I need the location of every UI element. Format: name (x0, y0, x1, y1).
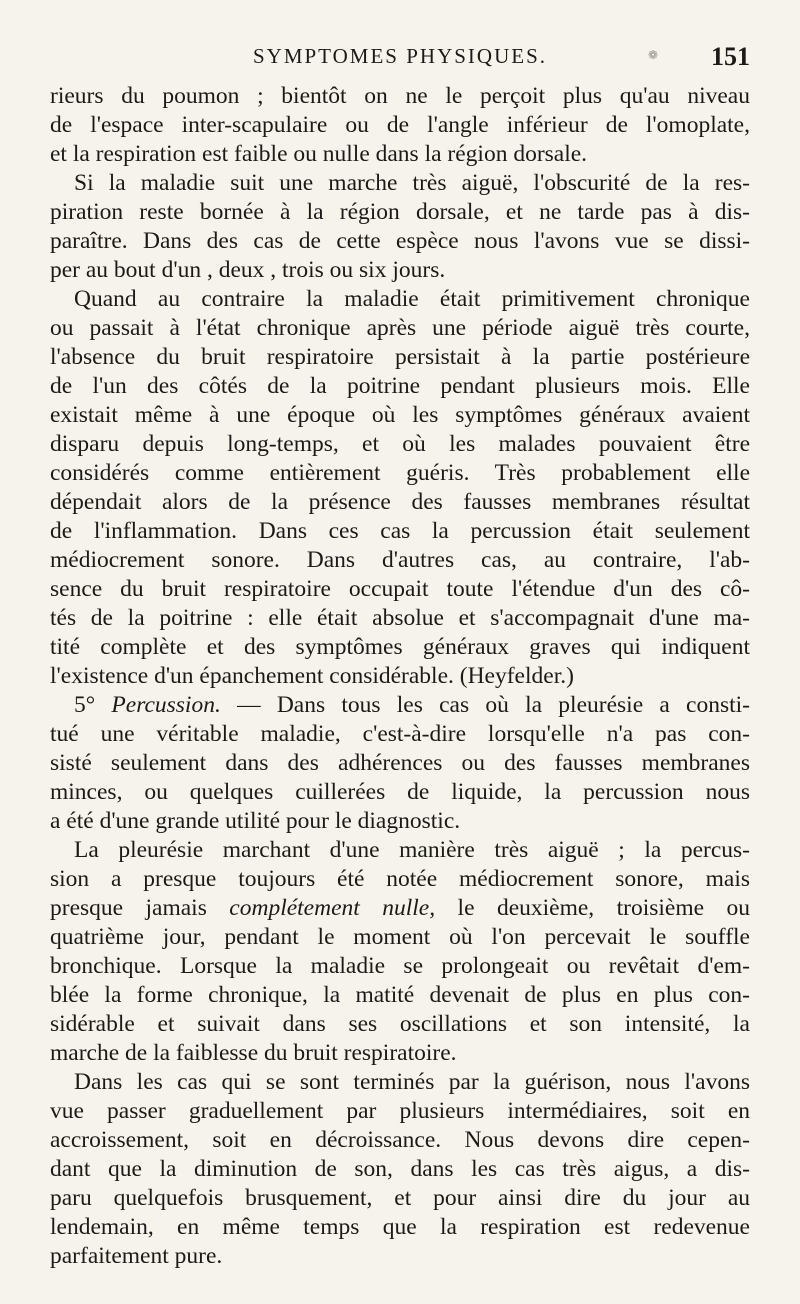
text-line: considérés comme entièrement guéris. Très probablement elle (50, 460, 750, 486)
text-line: paraître. Dans des cas de cette espèce nous l'avons vue se dissi- (50, 228, 750, 254)
text-line-with-emphasis (50, 894, 750, 923)
text-line: minces, ou quelques cuillerées de liquide, la percussion nous (50, 779, 750, 805)
text-line: l'absence du bruit respiratoire persistait à la partie postérieure (50, 344, 750, 370)
text-line: parfaitement pure. (50, 1243, 223, 1269)
section-heading-line (50, 691, 750, 720)
section-number: 5° (74, 692, 96, 718)
text-line: sisté seulement dans des adhérences ou des fausses membranes (50, 750, 750, 776)
text-line: Si la maladie suit une marche très aiguë, l'obscurité de la res- (74, 170, 750, 196)
text-line: Dans les cas qui se sont terminés par la guérison, nous l'avons (74, 1069, 750, 1095)
text-line: accroissement, soit en décroissance. Nous devons dire cepen- (50, 1127, 750, 1153)
text-line: per au bout d'un , deux , trois ou six jours. (50, 257, 446, 283)
text-run: presque jamais (50, 895, 230, 921)
ornament-mark: ❁ (648, 48, 659, 62)
emphasis-text: complétement nulle, (229, 895, 436, 921)
text-line: sence du bruit respiratoire occupait toute l'étendue d'un des cô- (50, 576, 750, 602)
text-line: vue passer graduellement par plusieurs intermédiaires, soit en (50, 1098, 750, 1124)
text-line: disparu depuis long-temps, et où les malades pouvaient être (50, 431, 750, 457)
text-line: sion a presque toujours été notée médiocrement sonore, mais (50, 866, 750, 892)
text-line: marche de la faiblesse du bruit respiratoire. (50, 1040, 457, 1066)
text-line: médiocrement sonore. Dans d'autres cas, au contraire, l'ab- (50, 547, 750, 573)
text-line: a été d'une grande utilité pour le diagnostic. (50, 808, 461, 834)
page-header (40, 40, 760, 80)
running-title: SYMPTOMES PHYSIQUES. (252, 44, 547, 68)
text-line: de l'espace inter-scapulaire ou de l'angle inférieur de l'omoplate, (50, 112, 750, 138)
text-line: piration reste bornée à la région dorsale, et ne tarde pas à dis- (50, 199, 750, 225)
text-run: — Dans tous les cas où la pleurésie a consti- (220, 692, 750, 718)
text-line: lendemain, en même temps que la respiration est redevenue (50, 1214, 750, 1240)
text-line: de l'inflammation. Dans ces cas la percussion était seulement (50, 518, 750, 544)
text-line: Quand au contraire la maladie était primitivement chronique (74, 286, 750, 312)
text-line: tué une véritable maladie, c'est-à-dire lorsqu'elle n'a pas con- (50, 721, 750, 747)
text-line: tés de la poitrine : elle était absolue et s'accompagnait d'une ma- (50, 605, 750, 631)
text-line: La pleurésie marchant d'une manière très aiguë ; la percus- (74, 837, 750, 863)
text-line: et la respiration est faible ou nulle dans la région dorsale. (50, 141, 588, 167)
text-line: rieurs du poumon ; bientôt on ne le perçoit plus qu'au niveau (50, 83, 750, 109)
text-line: bronchique. Lorsque la maladie se prolongeait ou revêtait d'em- (50, 953, 750, 979)
text-line: de l'un des côtés de la poitrine pendant plusieurs mois. Elle (50, 373, 750, 399)
text-line: tité complète et des symptômes généraux graves qui indiquent (50, 634, 750, 660)
section-title: Percussion. (111, 692, 221, 718)
text-line: quatrième jour, pendant le moment où l'on percevait le souffle (50, 924, 750, 950)
text-line: sidérable et suivait dans ses oscillations et son intensité, la (50, 1011, 750, 1037)
text-line: paru quelquefois brusquement, et pour ainsi dire du jour au (50, 1185, 750, 1211)
text-line: dant que la diminution de son, dans les cas très aigus, a dis- (50, 1156, 750, 1182)
text-line: ou passait à l'état chronique après une période aiguë très courte, (50, 315, 750, 341)
text-line: dépendait alors de la présence des fausses membranes résultat (50, 489, 750, 515)
text-line: existait même à une époque où les symptômes généraux avaient (50, 402, 750, 428)
page-number: 151 (711, 42, 750, 71)
body-text (50, 82, 750, 1271)
text-line: l'existence d'un épanchement considérable. (Heyfelder.) (50, 663, 574, 689)
text-line: blée la forme chronique, la matité devenait de plus en plus con- (50, 982, 750, 1008)
text-run: le deuxième, troisième ou (435, 895, 750, 921)
